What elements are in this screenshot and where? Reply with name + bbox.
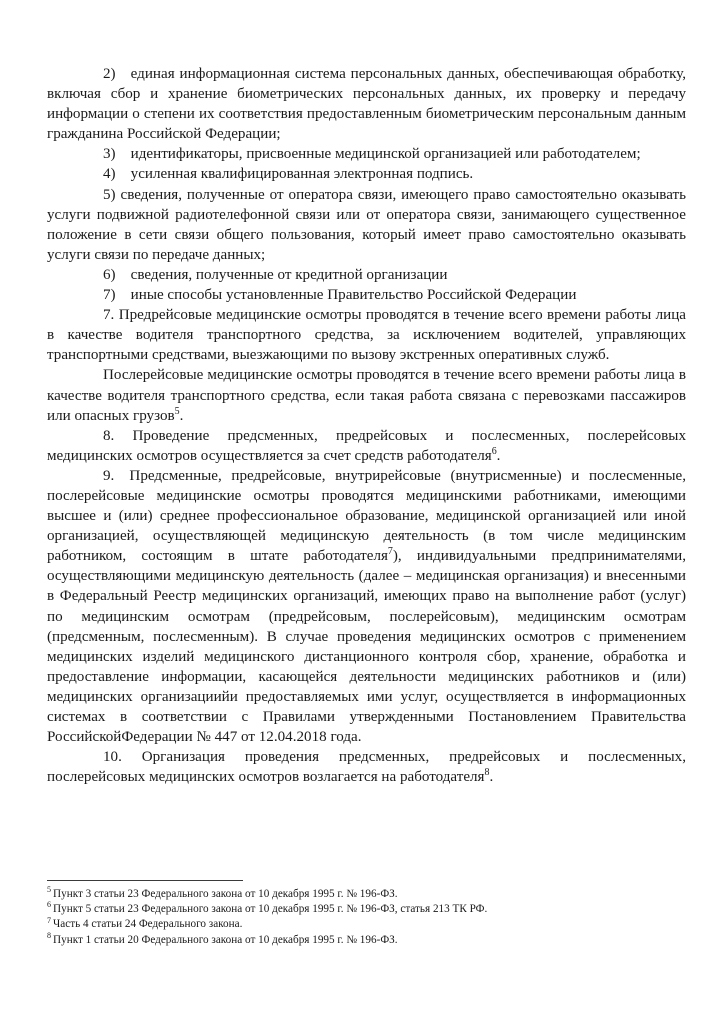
paragraph-text: 9. Предсменные, предрейсовые, внутрирейсовые (внутрисменные) и послесменные, послерейсовые медицинские осмотры проводятся медицинскими работниками, имеющими высшее и (или) среднее профессиональное образование, медицинской организацией или иной организацией, осуществляющей медицинскую деятельность (в том числе медицинским работником, состоящим в штате работодателя: [47, 467, 686, 565]
paragraph-clause-9: [47, 466, 686, 747]
paragraph-text: 10. Организация проведения предсменных, предрейсовых и послесменных, послерейсовых медицинских осмотров возлагается на работодателя: [47, 749, 686, 786]
paragraph-item-5: [47, 185, 686, 265]
paragraph-text-tail: .: [179, 407, 184, 424]
paragraph-text-tail: ), индивидуальными предпринимателями, осуществляющими медицинскую деятельность (далее – медицинская организация) и внесенными в Федеральный Реестр медицинских организаций, имеющих право на выполнение работ (услуг) по медицинским осмотрам (предрейсовым, послерейсовым), медицинским осмотрам (предсменным, послесменным). В случае проведения медицинских осмотров с применением медицинских изделий медицинского дистанционного контроля сбор, хранение, обработка и предоставление информации, касающейся деятельности медицинских работников и (или) медицинских организациийи предоставляемых ими услуг, осуществляется в информационных системах в соответствии с Правилами утвержденными Постановлением Правительства РоссийскойФедерации № 447 от 12.04.2018 года.: [47, 548, 686, 746]
footnote-text: Пункт 5 статьи 23 Федерального закона от 10 декабря 1995 г. № 196-ФЗ, статья 213 ТК РФ.: [53, 903, 488, 916]
footnote-ref-6[interactable]: 6: [491, 445, 497, 457]
footnote-text: Пункт 3 статьи 23 Федерального закона от 10 декабря 1995 г. № 196-ФЗ.: [53, 888, 398, 900]
paragraph-text: 5) сведения, полученные от оператора связи, имеющего право самостоятельно оказывать услуги подвижной радиотелефонной связи или от оператора связи, занимающего существенное положение в сети связи общего пользования, который имеет право самостоятельно оказывать услуги связи по передаче данных;: [47, 186, 686, 263]
footnote-number-7: 7: [47, 915, 52, 925]
footnote-number-5: 5: [47, 885, 52, 895]
paragraph-text: 2) единая информационная система персональных данных, обеспечивающая обработку, включая сбор и хранение биометрических персональных данных, их проверку и передачу информации о степени их соответствия предоставленным биометрическим персональным данным гражданина Российской Федерации;: [47, 66, 686, 143]
paragraph-item-4: [47, 164, 686, 184]
footnote-ref-7[interactable]: 7: [387, 546, 393, 558]
footnote-7: [47, 917, 686, 932]
footnote-number-8: 8: [47, 930, 52, 940]
footnote-text: Часть 4 статьи 24 Федерального закона.: [53, 918, 243, 931]
paragraph-clause-10: [47, 747, 686, 787]
footnote-text: Пункт 1 статьи 20 Федерального закона от 10 декабря 1995 г. № 196-ФЗ.: [53, 933, 398, 946]
footnote-ref-5[interactable]: 5: [174, 405, 180, 417]
footnote-5: [47, 887, 686, 902]
footnote-ref-8[interactable]: 8: [484, 767, 490, 779]
paragraph-text: 8. Проведение предсменных, предрейсовых и послесменных, послерейсовых медицинских осмотров осуществляется за счет средств работодателя: [47, 427, 686, 464]
footnote-8: [47, 930, 686, 948]
paragraph-clause-7-continued: [47, 365, 686, 425]
footnote-list: [47, 887, 686, 948]
footnote-number-6: 6: [47, 900, 52, 910]
footnote-6: [47, 902, 686, 917]
footnotes-section: [47, 880, 686, 948]
paragraph-text: Послерейсовые медицинские осмотры проводятся в течение всего времени работы лица в качестве водителя транспортного средства, если такая работа связана с перевозками пассажиров или опасных грузов: [47, 367, 686, 424]
paragraph-item-6: [47, 265, 686, 285]
footnote-separator-rule: [47, 880, 243, 881]
document-body: [47, 64, 686, 787]
paragraph-text-tail: .: [496, 447, 501, 464]
paragraph-text: 4) усиленная квалифицированная электронная подпись.: [103, 166, 474, 183]
paragraph-item-2: [47, 64, 686, 144]
paragraph-text: 7) иные способы установленные Правительство Российской Федерации: [103, 287, 577, 304]
paragraph-item-7: [47, 285, 686, 305]
paragraph-text: 6) сведения, полученные от кредитной организации: [103, 266, 448, 283]
paragraph-item-3: [47, 144, 686, 164]
paragraph-text: 3) идентификаторы, присвоенные медицинской организацией или работодателем;: [103, 146, 641, 163]
paragraph-clause-7: [47, 305, 686, 365]
paragraph-clause-8: [47, 426, 686, 466]
paragraph-text-tail: .: [489, 769, 494, 786]
paragraph-text: 7. Предрейсовые медицинские осмотры проводятся в течение всего времени работы лица в качестве водителя транспортного средства, за исключением водителей, управляющих транспортными средствами, выезжающими по вызову экстренных оперативных служб.: [47, 307, 686, 364]
